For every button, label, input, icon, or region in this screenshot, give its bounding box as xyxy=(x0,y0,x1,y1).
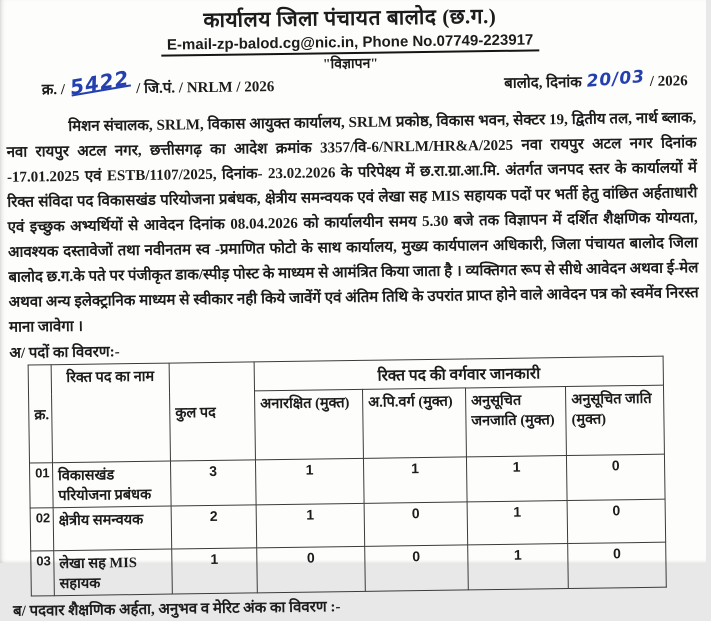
row-sc: 0 xyxy=(567,499,665,543)
row-sc: 0 xyxy=(567,454,665,500)
col-header-category-group: रिक्त पद की वर्गवार जानकारी xyxy=(254,356,663,391)
date-line xyxy=(504,66,688,93)
row-post-name: लेखा सह MIS सहायक xyxy=(54,549,173,596)
row-total: 3 xyxy=(170,460,256,506)
section-b-heading: ब/ पदवार शैक्षणिक अर्हता, अनुभव व मेरिट अंक का विवरण :- xyxy=(12,599,341,620)
row-serial: 03 xyxy=(31,551,54,596)
row-post-name: क्षेत्रीय समन्वयक xyxy=(53,506,172,551)
advertisement-heading: "विज्ञापन" xyxy=(322,56,379,73)
row-unreserved: 1 xyxy=(256,458,365,505)
body-paragraph: मिशन संचालक, SRLM, विकास आयुक्त कार्यालय, SRLM प्रकोष्ठ, विकास भवन, सेक्टर 19, द्वितीय तल, नार्थ ब्लाक, नवा रायपुर अटल नगर, छत्तीसगढ़ का आदेश क्रमांक 3357/वि-6/NRLM/HR&A/2025 नवा रायपुर अटल नगर दिनांक -17.01.2025 एवं ESTB/1107/2025, दिनांक- 23.02.2026 के परिपेक्ष्य में छ.रा.ग्रा.आ.मि. अंतर्गत जनपद स्तर के कार्यालयों में रिक्त संविदा पद विकासखंड परियोजना प्रबंधक, क्षेत्रीय समन्वयक एवं लेखा सह MIS सहायक पदों पर भर्ती हेतु वांछित अर्हताधारी एवं इच्छुक अभ्यर्थियों से आवेदन दिनांक 08.04.2026 को कार्यालयीन समय 5.30 बजे तक विज्ञापन में दर्शित शैक्षणिक योग्यता, आवश्यक दस्तावेजों तथा नवीनतम स्व -प्रमाणित फोटो के साथ कार्यालय, मुख्य कार्यपालन अधिकारी, जिला पंचायत बालोद जिला बालोद छ.ग.के पते पर पंजीकृत डाक/स्पीड़ पोस्ट के माध्यम से आमंत्रित किया जाता है । व्यक्तिगत रूप से सीधे आवेदन अथवा ई-मेल अथवा अन्य इलेक्ट्रानिक माध्यम से स्वीकार नही किये जावेंगें एवं अंतिम तिथि के उपरांत प्राप्त होने वाले आवेदन पत्र को स्वमेंव निरस्त माना जावेगा । xyxy=(6,110,699,336)
col-header-st: अनुसूचित जनजाति (मुक्त) xyxy=(465,387,566,457)
section-a-heading: अ/ पदों का विवरण:- xyxy=(9,344,120,362)
reference-date-row xyxy=(0,65,704,110)
row-st: 1 xyxy=(466,456,567,502)
row-obc: 0 xyxy=(364,502,467,546)
ref-prefix: क्र. / xyxy=(41,82,66,99)
row-st: 1 xyxy=(468,544,569,590)
office-title: कार्यालय जिला पंचायत बालोद (छ.ग.) xyxy=(203,3,497,33)
row-unreserved: 1 xyxy=(256,503,365,548)
reference-number-line xyxy=(41,65,275,100)
handwritten-date: 20/03 xyxy=(585,66,646,92)
col-header-post-name: रिक्त पद का नाम xyxy=(51,363,170,463)
date-suffix: / 2026 xyxy=(649,73,688,90)
col-header-total-posts: कुल पद xyxy=(169,362,255,461)
row-obc: 0 xyxy=(365,545,468,591)
col-header-serial: क्र. xyxy=(28,365,52,463)
date-prefix: बालोद, दिनांक xyxy=(504,74,582,92)
table-row xyxy=(31,542,667,596)
row-obc: 1 xyxy=(363,457,466,503)
row-serial: 01 xyxy=(29,463,52,508)
col-header-obc: अ.पि.वर्ग (मुक्त) xyxy=(362,388,466,458)
email-phone-text: E-mail-zp-balod.cg@nic.in, Phone No.07749-223917 xyxy=(161,31,540,56)
row-st: 1 xyxy=(467,501,568,545)
row-sc: 0 xyxy=(568,542,666,588)
row-serial: 02 xyxy=(30,508,53,551)
vacancy-table xyxy=(28,356,667,597)
row-post-name: विकासखंड परियोजना प्रबंधक xyxy=(52,461,171,508)
row-unreserved: 0 xyxy=(257,546,366,593)
handwritten-ref-number: 5422 xyxy=(68,65,132,100)
col-header-sc: अनुसूचित जाति (मुक्त) xyxy=(566,385,665,455)
ref-suffix: / जि.पं. / NRLM / 2026 xyxy=(136,79,275,98)
col-header-unreserved: अनारक्षित (मुक्त) xyxy=(255,389,364,460)
row-total: 1 xyxy=(172,548,258,594)
row-total: 2 xyxy=(171,505,257,549)
